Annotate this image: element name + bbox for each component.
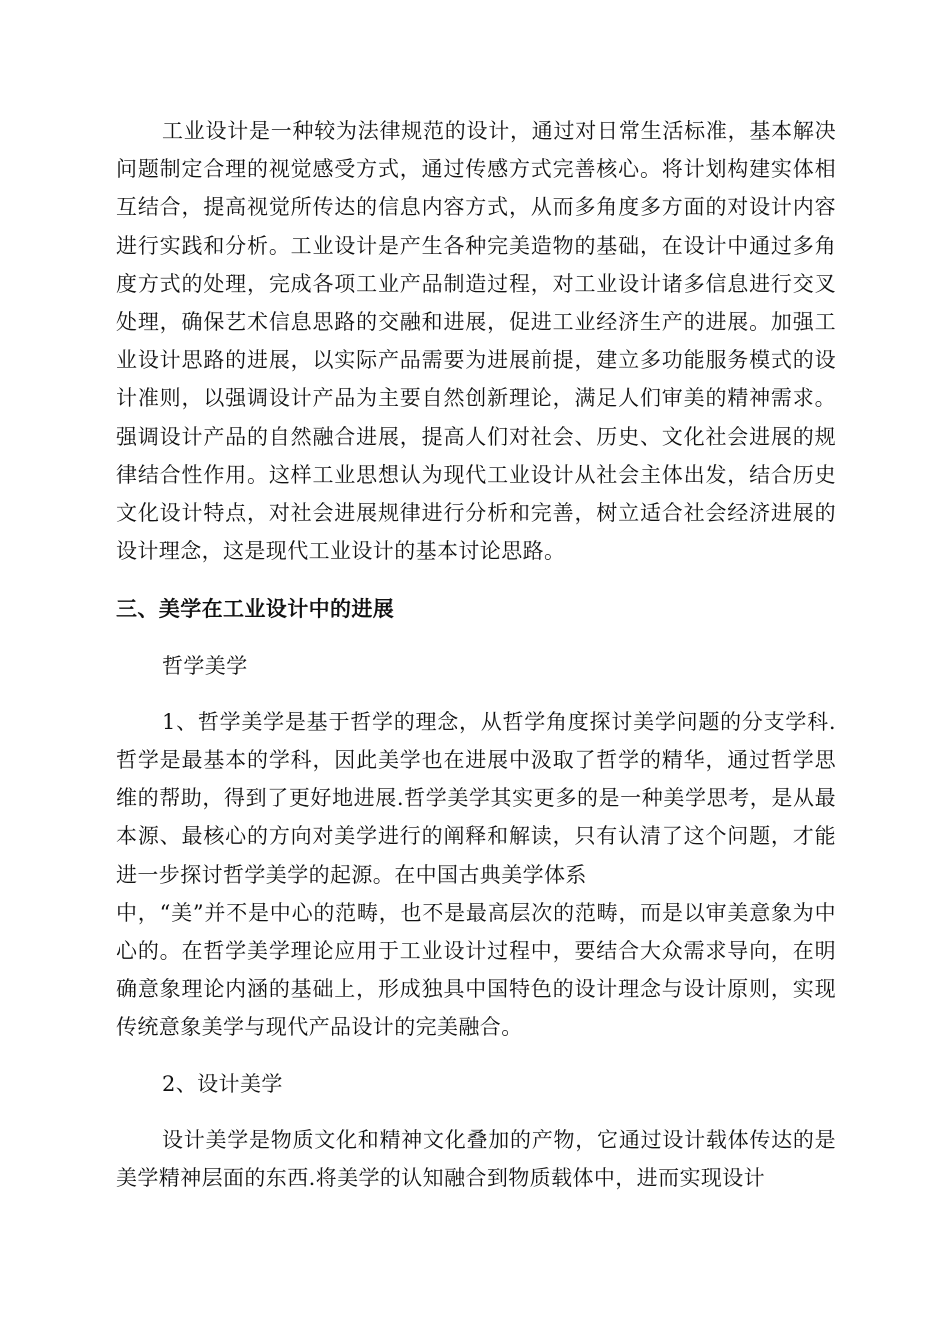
document-page (116, 112, 836, 1197)
spacer (116, 1103, 836, 1121)
body-paragraph-design-aesthetics: 设计美学是物质文化和精神文化叠加的产物，它通过设计载体传达的是美学精神层面的东西.将美学的认知融合到物质载体中，进而实现设计 (116, 1127, 836, 1191)
body-paragraph-philosophy: 1、哲学美学是基于哲学的理念，从哲学角度探讨美学问题的分支学科.哲学是最基本的学科，因此美学也在进展中汲取了哲学的精华，通过哲学思维的帮助，得到了更好地进展.哲学美学其实更多的是一种美学思考，是从最本源、最核心的方向对美学进行的阐释和解读，只有认清了这个问题，才能进一步探讨哲学美学的起源。在中国古典美学体系 (116, 709, 836, 887)
body-paragraph-industrial-design: 工业设计是一种较为法律规范的设计，通过对日常生活标准，基本解决问题制定合理的视觉感受方式，通过传感方式完善核心。将计划构建实体相互结合，提高视觉所传达的信息内容方式，从而多角度多方面的对设计内容进行实践和分析。工业设计是产生各种完美造物的基础，在设计中通过多角度方式的处理，完成各项工业产品制造过程，对工业设计诸多信息进行交叉处理，确保艺术信息思路的交融和进展，促进工业经济生产的进展。加强工业设计思路的进展，以实际产品需要为进展前提，建立多功能服务模式的设计准则，以强调设计产品为主要自然创新理论，满足人们审美的精神需求。强调设计产品的自然融合进展，提高人们对社会、历史、文化社会进展的规律结合性作用。这样工业思想认为现代工业设计从社会主体出发，结合历史文化设计特点，对社会进展规律进行分析和完善，树立适合社会经济进展的设计理念，这是现代工业设计的基本讨论思路。 (116, 119, 836, 564)
section-heading: 三、美学在工业设计中的进展 (116, 597, 395, 622)
spacer (116, 629, 836, 647)
spacer (116, 685, 836, 703)
subheading-design-aesthetics: 2、设计美学 (162, 1071, 283, 1096)
spacer (116, 1047, 836, 1065)
spacer (116, 570, 836, 590)
subheading-philosophy-aesthetics: 哲学美学 (162, 653, 248, 678)
body-paragraph-philosophy-continued: 中，“美”并不是中心的范畴，也不是最高层次的范畴，而是以审美意象为中心的。在哲学美学理论应用于工业设计过程中，要结合大众需求导向，在明确意象理论内涵的基础上，形成独具中国特色的设计理念与设计原则，实现传统意象美学与现代产品设计的完美融合。 (116, 900, 836, 1040)
